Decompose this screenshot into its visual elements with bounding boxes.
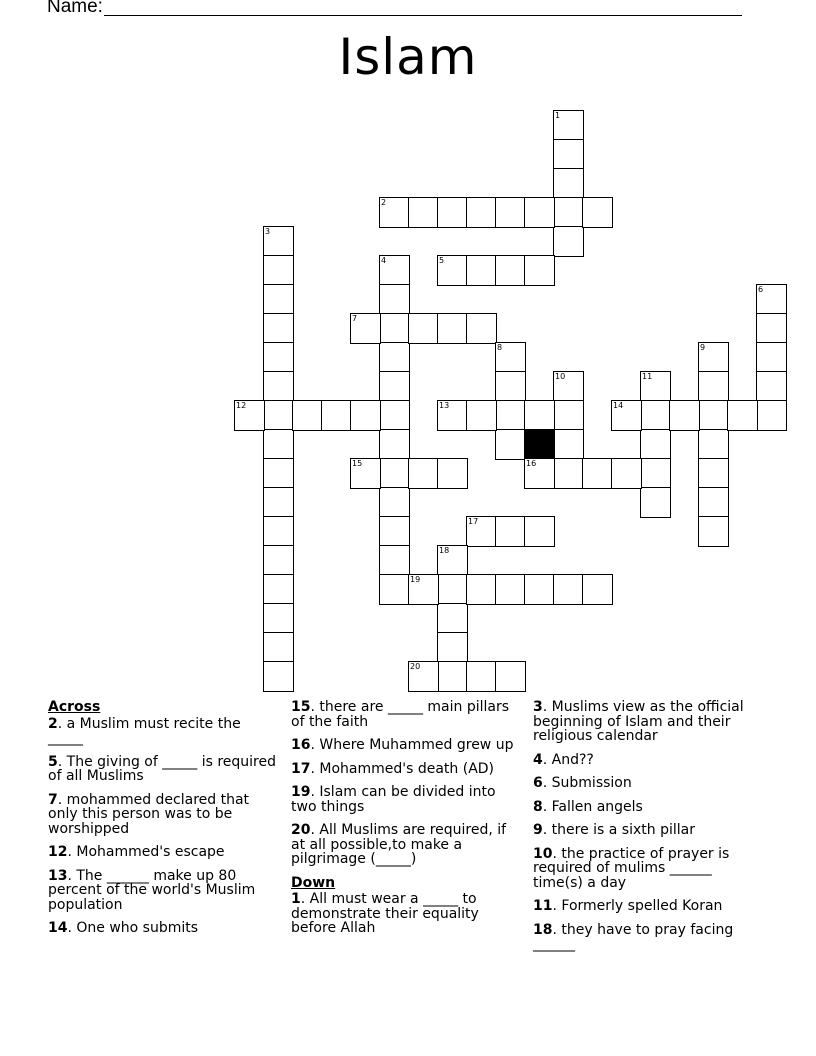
- grid-cell[interactable]: [437, 545, 468, 576]
- grid-cell[interactable]: [495, 255, 526, 286]
- grid-cell[interactable]: [379, 429, 410, 460]
- grid-cell[interactable]: [495, 342, 526, 373]
- grid-cell[interactable]: [437, 313, 468, 344]
- grid-cell[interactable]: [466, 661, 497, 692]
- grid-cell[interactable]: [263, 371, 294, 402]
- grid-cell[interactable]: [495, 661, 526, 692]
- grid-cell[interactable]: [437, 400, 468, 431]
- clue-number: 6: [758, 285, 764, 294]
- clue-number: 9: [700, 343, 706, 352]
- clue-number: 19: [410, 575, 421, 584]
- clue-down-6: 6. Submission: [533, 775, 632, 791]
- grid-cell[interactable]: [263, 661, 294, 692]
- grid-cell[interactable]: [263, 516, 294, 547]
- clue-across-15: 15. there are _____ main pillars of the faith: [291, 699, 510, 730]
- grid-cell[interactable]: [379, 313, 410, 344]
- grid-cell[interactable]: [756, 313, 787, 344]
- grid-cell[interactable]: [263, 632, 294, 663]
- grid-cell[interactable]: [379, 574, 410, 605]
- grid-cell[interactable]: [263, 400, 294, 431]
- clue-across-16: 16. Where Muhammed grew up: [291, 737, 514, 753]
- grid-cell[interactable]: [698, 516, 729, 547]
- grid-cell[interactable]: [379, 197, 410, 228]
- grid-cell[interactable]: [379, 342, 410, 373]
- grid-cell[interactable]: [379, 284, 410, 315]
- black-cell: [524, 429, 555, 460]
- grid-cell[interactable]: [408, 197, 439, 228]
- clue-across-7: 7. mohammed declared that only this person was to be worshipped: [48, 791, 250, 837]
- clue-across-19: 19. Islam can be divided into two things: [291, 784, 496, 815]
- grid-cell[interactable]: [321, 400, 352, 431]
- clue-number: 11: [642, 372, 653, 381]
- clue-down-11: 11. Formerly spelled Koran: [533, 898, 723, 914]
- grid-cell[interactable]: [640, 400, 671, 431]
- grid-cell[interactable]: [263, 226, 294, 257]
- grid-cell[interactable]: [263, 429, 294, 460]
- clue-number: 3: [265, 227, 271, 236]
- grid-cell[interactable]: [640, 429, 671, 460]
- clue-number: 1: [555, 111, 561, 120]
- grid-cell[interactable]: [756, 284, 787, 315]
- clue-column-1: [48, 700, 276, 945]
- grid-cell[interactable]: [292, 400, 323, 431]
- grid-cell[interactable]: [698, 400, 729, 431]
- grid-cell[interactable]: [379, 255, 410, 286]
- grid-cell[interactable]: [350, 313, 381, 344]
- clue-across-20: 20. All Muslims are required, if at all possible,to make a pilgrimage (_____): [291, 822, 507, 867]
- grid-cell[interactable]: [408, 313, 439, 344]
- grid-cell[interactable]: [495, 400, 526, 431]
- grid-cell[interactable]: [408, 661, 439, 692]
- clue-number: 12: [236, 401, 247, 410]
- clue-column-3: [533, 700, 761, 961]
- grid-cell[interactable]: [263, 255, 294, 286]
- grid-cell[interactable]: [437, 197, 468, 228]
- clue-across-5: 5. The giving of _____ is required of all Muslims: [48, 753, 276, 784]
- page-title: Islam: [338, 28, 478, 86]
- grid-cell[interactable]: [495, 197, 526, 228]
- grid-cell[interactable]: [553, 168, 584, 199]
- grid-cell[interactable]: [263, 342, 294, 373]
- grid-cell[interactable]: [553, 429, 584, 460]
- grid-cell[interactable]: [234, 400, 265, 431]
- grid-cell[interactable]: [553, 458, 584, 489]
- grid-cell[interactable]: [524, 458, 555, 489]
- clue-number: 17: [468, 517, 479, 526]
- clue-number: 2: [381, 198, 387, 207]
- grid-cell[interactable]: [466, 197, 497, 228]
- grid-cell[interactable]: [466, 574, 497, 605]
- grid-cell[interactable]: [698, 371, 729, 402]
- clue-down-1: 1. All must wear a _____ to demonstrate their equality before Allah: [291, 891, 479, 936]
- clue-down-18: 18. they have to pray facing ______: [533, 921, 734, 952]
- name-label: Name:: [47, 0, 103, 17]
- grid-cell[interactable]: [350, 458, 381, 489]
- grid-cell[interactable]: [553, 226, 584, 257]
- clue-down-4: 4. And??: [533, 751, 594, 768]
- clue-across-12: 12. Mohammed's escape: [48, 844, 225, 860]
- grid-cell[interactable]: [466, 400, 497, 431]
- grid-cell[interactable]: [611, 400, 642, 431]
- grid-cell[interactable]: [698, 429, 729, 460]
- grid-cell[interactable]: [611, 458, 642, 489]
- grid-cell[interactable]: [437, 458, 468, 489]
- grid-cell[interactable]: [756, 400, 787, 431]
- clue-across-13: 13. The ______ make up 80 percent of the world's Muslim population: [48, 867, 256, 913]
- grid-cell[interactable]: [640, 487, 671, 518]
- grid-cell[interactable]: [553, 574, 584, 605]
- grid-cell[interactable]: [553, 110, 584, 141]
- grid-cell[interactable]: [379, 458, 410, 489]
- grid-cell[interactable]: [379, 545, 410, 576]
- clue-across-2: 2. a Muslim must recite the _____: [48, 715, 241, 746]
- grid-cell[interactable]: [379, 371, 410, 402]
- grid-cell[interactable]: [379, 400, 410, 431]
- clue-number: 13: [439, 401, 450, 410]
- grid-cell[interactable]: [553, 371, 584, 402]
- grid-cell[interactable]: [553, 400, 584, 431]
- grid-cell[interactable]: [756, 371, 787, 402]
- across-heading: Across: [48, 699, 101, 715]
- grid-cell[interactable]: [524, 574, 555, 605]
- grid-cell[interactable]: [437, 255, 468, 286]
- grid-cell[interactable]: [669, 400, 700, 431]
- grid-cell[interactable]: [495, 429, 526, 460]
- grid-cell[interactable]: [582, 458, 613, 489]
- grid-cell[interactable]: [379, 516, 410, 547]
- clue-column-2: [291, 700, 519, 945]
- grid-cell[interactable]: [408, 574, 439, 605]
- grid-cell[interactable]: [379, 487, 410, 518]
- clue-number: 7: [352, 314, 358, 323]
- grid-cell[interactable]: [350, 400, 381, 431]
- grid-cell[interactable]: [524, 255, 555, 286]
- grid-cell[interactable]: [466, 516, 497, 547]
- grid-cell[interactable]: [495, 371, 526, 402]
- grid-cell[interactable]: [437, 603, 468, 634]
- grid-cell[interactable]: [640, 371, 671, 402]
- grid-cell[interactable]: [263, 545, 294, 576]
- grid-cell[interactable]: [263, 574, 294, 605]
- grid-cell[interactable]: [263, 313, 294, 344]
- grid-cell[interactable]: [495, 516, 526, 547]
- grid-cell[interactable]: [437, 632, 468, 663]
- grid-cell[interactable]: [263, 284, 294, 315]
- grid-cell[interactable]: [263, 603, 294, 634]
- grid-cell[interactable]: [524, 400, 555, 431]
- clue-number: 8: [497, 343, 503, 352]
- clue-number: 14: [613, 401, 624, 410]
- clue-number: 4: [381, 256, 387, 265]
- grid-cell[interactable]: [698, 342, 729, 373]
- grid-cell[interactable]: [553, 139, 584, 170]
- grid-cell[interactable]: [756, 342, 787, 373]
- clue-number: 5: [439, 256, 445, 265]
- clue-number: 10: [555, 372, 566, 381]
- grid-cell[interactable]: [437, 574, 468, 605]
- clue-down-9: 9. there is a sixth pillar: [533, 822, 695, 838]
- clue-number: 15: [352, 459, 363, 468]
- grid-cell[interactable]: [466, 313, 497, 344]
- grid-cell[interactable]: [727, 400, 758, 431]
- grid-cell[interactable]: [495, 574, 526, 605]
- grid-cell[interactable]: [553, 197, 584, 228]
- grid-cell[interactable]: [698, 487, 729, 518]
- clue-down-3: 3. Muslims view as the official beginning of Islam and their religious calendar: [533, 699, 744, 744]
- clue-across-14: 14. One who submits: [48, 920, 199, 936]
- grid-cell[interactable]: [437, 661, 468, 692]
- grid-cell[interactable]: [263, 487, 294, 518]
- grid-cell[interactable]: [698, 458, 729, 489]
- down-heading: Down: [291, 874, 336, 891]
- grid-cell[interactable]: [640, 458, 671, 489]
- grid-cell[interactable]: [582, 574, 613, 605]
- clue-number: 18: [439, 546, 450, 555]
- clue-across-17: 17. Mohammed's death (AD): [291, 760, 495, 777]
- grid-cell[interactable]: [466, 255, 497, 286]
- clue-number: 20: [410, 662, 421, 671]
- clue-number: 16: [526, 459, 537, 468]
- grid-cell[interactable]: [582, 197, 613, 228]
- clue-down-8: 8. Fallen angels: [533, 798, 643, 815]
- grid-cell[interactable]: [263, 458, 294, 489]
- grid-cell[interactable]: [524, 197, 555, 228]
- grid-cell[interactable]: [408, 458, 439, 489]
- clue-down-10: 10. the practice of prayer is required of mulims ______ time(s) a day: [533, 845, 730, 891]
- grid-cell[interactable]: [524, 516, 555, 547]
